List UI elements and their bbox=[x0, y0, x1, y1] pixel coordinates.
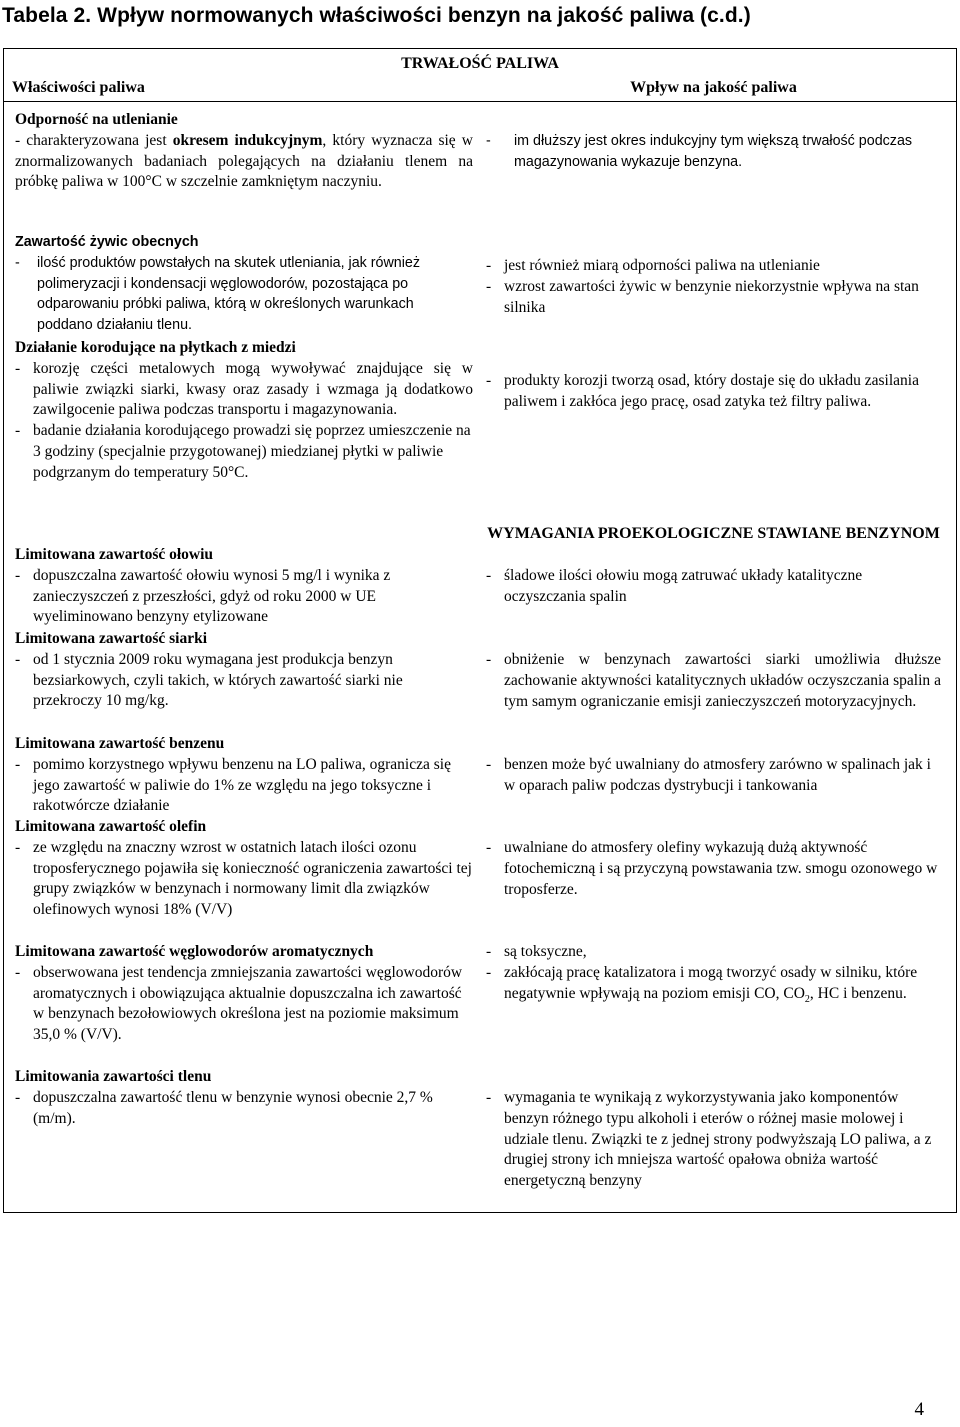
list-item: - od 1 stycznia 2009 roku wymagana jest produkcja benzyn bezsiarkowych, czyli takich, w których zawartość siarki nie przekroczy 10 mg/kg. bbox=[15, 650, 403, 710]
list-item: - ze względu na znaczny wzrost w ostatnich latach ilości ozonu troposferycznego pojawiła się konieczność ograniczenia zawartości tej grupy związków w benzynach i normowany limit dla związków olefinowych wynosi 18% (V/V) bbox=[15, 838, 472, 919]
list-item: - pomimo korzystnego wpływu benzenu na LO paliwa, ogranicza się jego zawartość w paliwie do 1% ze względu na jego toksyczne i rakotwórcze działanie bbox=[15, 755, 451, 815]
effect-lead-limit bbox=[486, 566, 941, 608]
row-copper-corrosion bbox=[15, 338, 473, 484]
effect-benzene-limit bbox=[486, 755, 941, 797]
list-item: - ilość produktów powstałych na skutek utleniania, jak również polimeryzacji i kondensacji węglowodorów, pozostająca po odparowaniu próbki paliwa, którą w określonych warunkach poddano działaniu tlenu. bbox=[15, 254, 421, 334]
effect-oxygen-limit bbox=[486, 1088, 941, 1192]
row-sulfur-limit bbox=[15, 629, 473, 712]
list-item: - zakłócają pracę katalizatora i mogą tworzyć osady w silniku, które negatywnie wpływają na poziom emisji CO, $CO_2$, HC i benzenu. bbox=[486, 963, 918, 1005]
list-item: - obserwowana jest tendencja zmniejszania zawartości węglowodorów aromatycznych i obowiązująca aktualnie dopuszczalna ich zawartość w benzynach bezołowiowych określona jest na poziomie maksimum 35,0 % (V/V). bbox=[15, 963, 463, 1044]
table-caption: Tabela 2. Wpływ normowanych właściwości benzyn na jakość paliwa (c.d.) bbox=[2, 4, 751, 27]
list-item: - im dłuższy jest okres indukcyjny tym większą trwałość podczas magazynowania wykazuje benzyna. bbox=[486, 133, 913, 170]
list-item: - wzrost zawartości żywic w benzynie niekorzystnie wpływa na stan silnika bbox=[486, 277, 919, 316]
list-item: - uwalniane do atmosfery olefiny wykazują dużą aktywność fotochemiczną i są przyczyną powstawania tzw. smogu ozonowego w troposferze. bbox=[486, 839, 938, 898]
effect-aromatics-limit bbox=[486, 942, 941, 1004]
row-lead-limit bbox=[15, 545, 473, 628]
row-heading: Działanie korodujące na płytkach z miedzi bbox=[15, 339, 296, 356]
row-heading: Limitowana zawartość węglowodorów aromatycznych bbox=[15, 943, 374, 960]
list-item: - dopuszczalna zawartość tlenu w benzynie wynosi obecnie 2,7 % (m/m). bbox=[15, 1088, 433, 1127]
list-item: - produkty korozji tworzą osad, który dostaje się do układu zasilania paliwem i zakłóca jego pracę, osad zatyka też filtry paliwa. bbox=[486, 372, 919, 410]
effect-sulfur-limit bbox=[486, 650, 941, 712]
column-header-effect: Wpływ na jakość paliwa bbox=[630, 79, 797, 96]
row-oxygen-limit bbox=[15, 1067, 473, 1129]
properties-table bbox=[3, 48, 957, 1213]
row-description: - charakteryzowana jest okresem indukcyjnym, który wyznacza się w znormalizowanych badaniach polegających na działaniu tlenem na próbkę paliwa w 100°C w szczelnie zamkniętym naczyniu. bbox=[15, 131, 473, 191]
list-item: - jest również miarą odporności paliwa na utlenianie bbox=[486, 257, 820, 274]
header-divider bbox=[4, 101, 956, 102]
list-item: - benzen może być uwalniany do atmosfery zarówno w spalinach jak i w oparach paliw podczas dystrybucji i tankowania bbox=[486, 756, 931, 794]
list-item: - wymagania te wynikają z wykorzystywania jako komponentów benzyn różnego typu alkoholi i eterów o różnej masie molowej i udziale tlenu. Związki te z jednej strony podwyższają LO paliwa, a z drugiej strony ich mniejsza wartość opałowa obniża wartość energetyczną benzyny bbox=[486, 1089, 932, 1190]
column-header-properties: Właściwości paliwa bbox=[12, 79, 145, 96]
row-heading: Limitowania zawartości tlenu bbox=[15, 1068, 212, 1085]
list-item: - badanie działania korodującego prowadzi się poprzez umieszczenie na 3 godziny (specjalnie przygotowanej) miedzianej płytki w paliwie podgrzanym do temperatury 50°C. bbox=[15, 422, 471, 481]
page-number: 4 bbox=[914, 1399, 924, 1420]
effect-copper-corrosion bbox=[486, 371, 941, 413]
effect-olefin-limit bbox=[486, 838, 941, 900]
row-heading: Odporność na utlenianie bbox=[15, 111, 178, 128]
row-aromatics-limit bbox=[15, 942, 473, 1046]
row-olefin-limit bbox=[15, 817, 473, 921]
row-oxidation-resistance bbox=[15, 110, 473, 193]
list-item: - śladowe ilości ołowiu mogą zatruwać układy katalityczne oczyszczania spalin bbox=[486, 567, 863, 605]
row-heading: Limitowana zawartość siarki bbox=[15, 630, 208, 647]
effect-gum-content bbox=[486, 256, 941, 318]
row-heading: Limitowana zawartość ołowiu bbox=[15, 546, 214, 563]
list-item: - są toksyczne, bbox=[486, 943, 587, 960]
list-item: - obniżenie w benzynach zawartości siarki umożliwia dłuższe zachowanie aktywności katalitycznych układów oczyszczania spalin a tym samym ograniczanie emisji zanieczyszczeń motoryzacyjnych. bbox=[486, 651, 941, 710]
row-heading: Limitowana zawartość benzenu bbox=[15, 735, 225, 752]
list-item: - korozję części metalowych mogą wywoływać znajdujące się w paliwie związki siarki, kwasy oraz zasady i wzmaga ją dodatkowo zawilgocenie paliwa podczas transportu i magazynowania. bbox=[15, 359, 473, 419]
section-title-ecological-requirements: WYMAGANIA PROEKOLOGICZNE STAWIANE BENZYNOM bbox=[487, 525, 940, 542]
row-heading: Zawartość żywic obecnych bbox=[15, 234, 199, 250]
row-gum-content bbox=[15, 232, 473, 336]
row-benzene-limit bbox=[15, 734, 473, 817]
section-title-fuel-stability: TRWAŁOŚĆ PALIWA bbox=[401, 55, 559, 72]
row-heading: Limitowana zawartość olefin bbox=[15, 818, 207, 835]
effect-oxidation-resistance bbox=[486, 131, 941, 173]
list-item: - dopuszczalna zawartość ołowiu wynosi 5 mg/l i wynika z zanieczyszczeń z przeszłości, gdyż od roku 2000 w UE wyeliminowano benzyny etylizowane bbox=[15, 566, 391, 626]
